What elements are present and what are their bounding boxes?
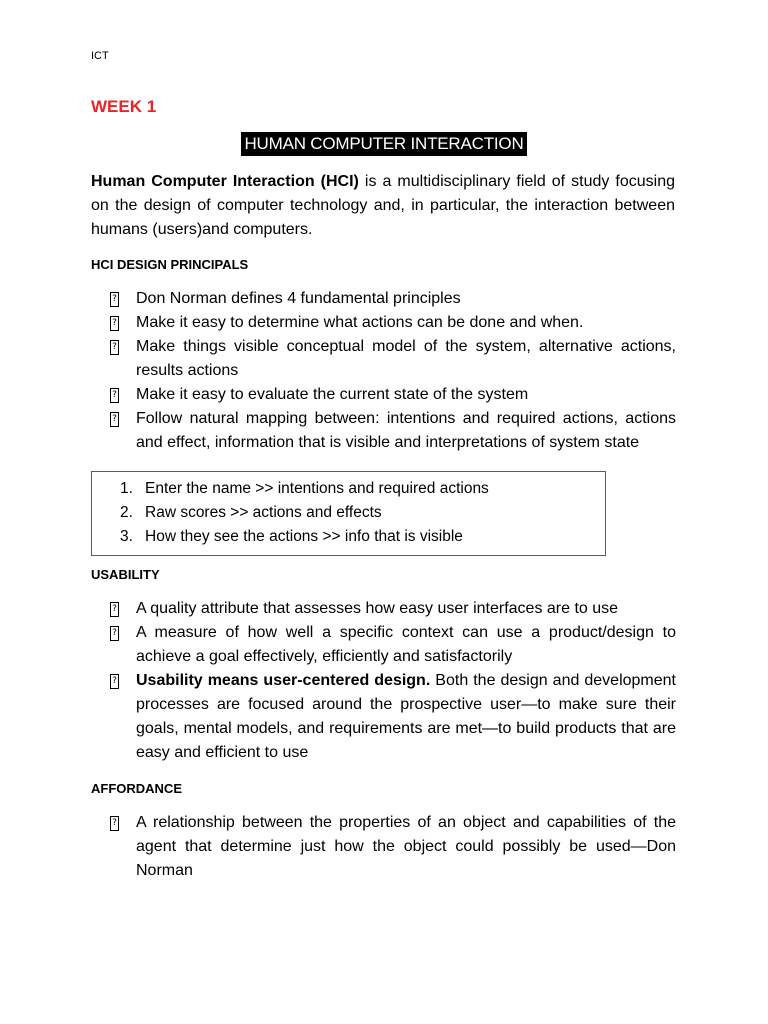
list-item: ? Follow natural mapping between: intentions and required actions, actions and effect, information that is visible and interpretations of system state <box>110 407 676 455</box>
list-item: 1. Enter the name >> intentions and required actions <box>120 480 489 497</box>
bullet-box-icon: ? <box>110 816 119 831</box>
bullet-box-icon: ? <box>110 316 119 331</box>
bullet-box-icon: ? <box>110 626 119 641</box>
usability-list <box>110 597 676 765</box>
list-item: ? A measure of how well a specific context can use a product/design to achieve a goal effectively, efficiently and satisfactorily <box>110 621 676 669</box>
list-item: 3. How they see the actions >> info that is visible <box>120 528 463 545</box>
list-item: 2. Raw scores >> actions and effects <box>120 504 382 521</box>
bullet-box-icon: ? <box>110 602 119 617</box>
list-item: ? A relationship between the properties of an object and capabilities of the agent that determine just how the object could possibly be used—Don Norman <box>110 811 676 883</box>
bullet-box-icon: ? <box>110 412 119 427</box>
bullet-box-icon: ? <box>110 388 119 403</box>
bullet-box-icon: ? <box>110 340 119 355</box>
section-heading-usability: USABILITY <box>91 567 160 582</box>
bullet-box-icon: ? <box>110 292 119 307</box>
section-heading-design-principals: HCI DESIGN PRINCIPALS <box>91 257 249 272</box>
intro-text: is a multidisciplinary field of study focusing on the design of computer technology and, in particular, the interaction between humans (users)and computers. <box>91 173 675 238</box>
page-header: ICT <box>91 50 109 62</box>
list-item: ? Make it easy to evaluate the current state of the system <box>110 383 676 407</box>
list-item: ? Usability means user-centered design. Both the design and development processes are focused around the prospective user—to make sure their goals, mental models, and requirements are met—to build products that are easy and efficient to use <box>110 669 676 765</box>
week-heading: WEEK 1 <box>91 97 157 116</box>
page-title: HUMAN COMPUTER INTERACTION <box>241 132 526 156</box>
design-principals-list <box>110 287 676 455</box>
intro-term: Human Computer Interaction (HCI) <box>91 173 359 190</box>
list-item: ? Make it easy to determine what actions can be done and when. <box>110 311 676 335</box>
numbered-list <box>120 477 489 549</box>
section-heading-affordance: AFFORDANCE <box>91 781 182 796</box>
list-item: ? Don Norman defines 4 fundamental principles <box>110 287 676 311</box>
intro-paragraph <box>91 170 675 242</box>
list-item: ? A quality attribute that assesses how easy user interfaces are to use <box>110 597 676 621</box>
list-item: ? Make things visible conceptual model of the system, alternative actions, results actions <box>110 335 676 383</box>
affordance-list <box>110 811 676 883</box>
title-container <box>0 132 768 156</box>
bullet-box-icon: ? <box>110 674 119 689</box>
